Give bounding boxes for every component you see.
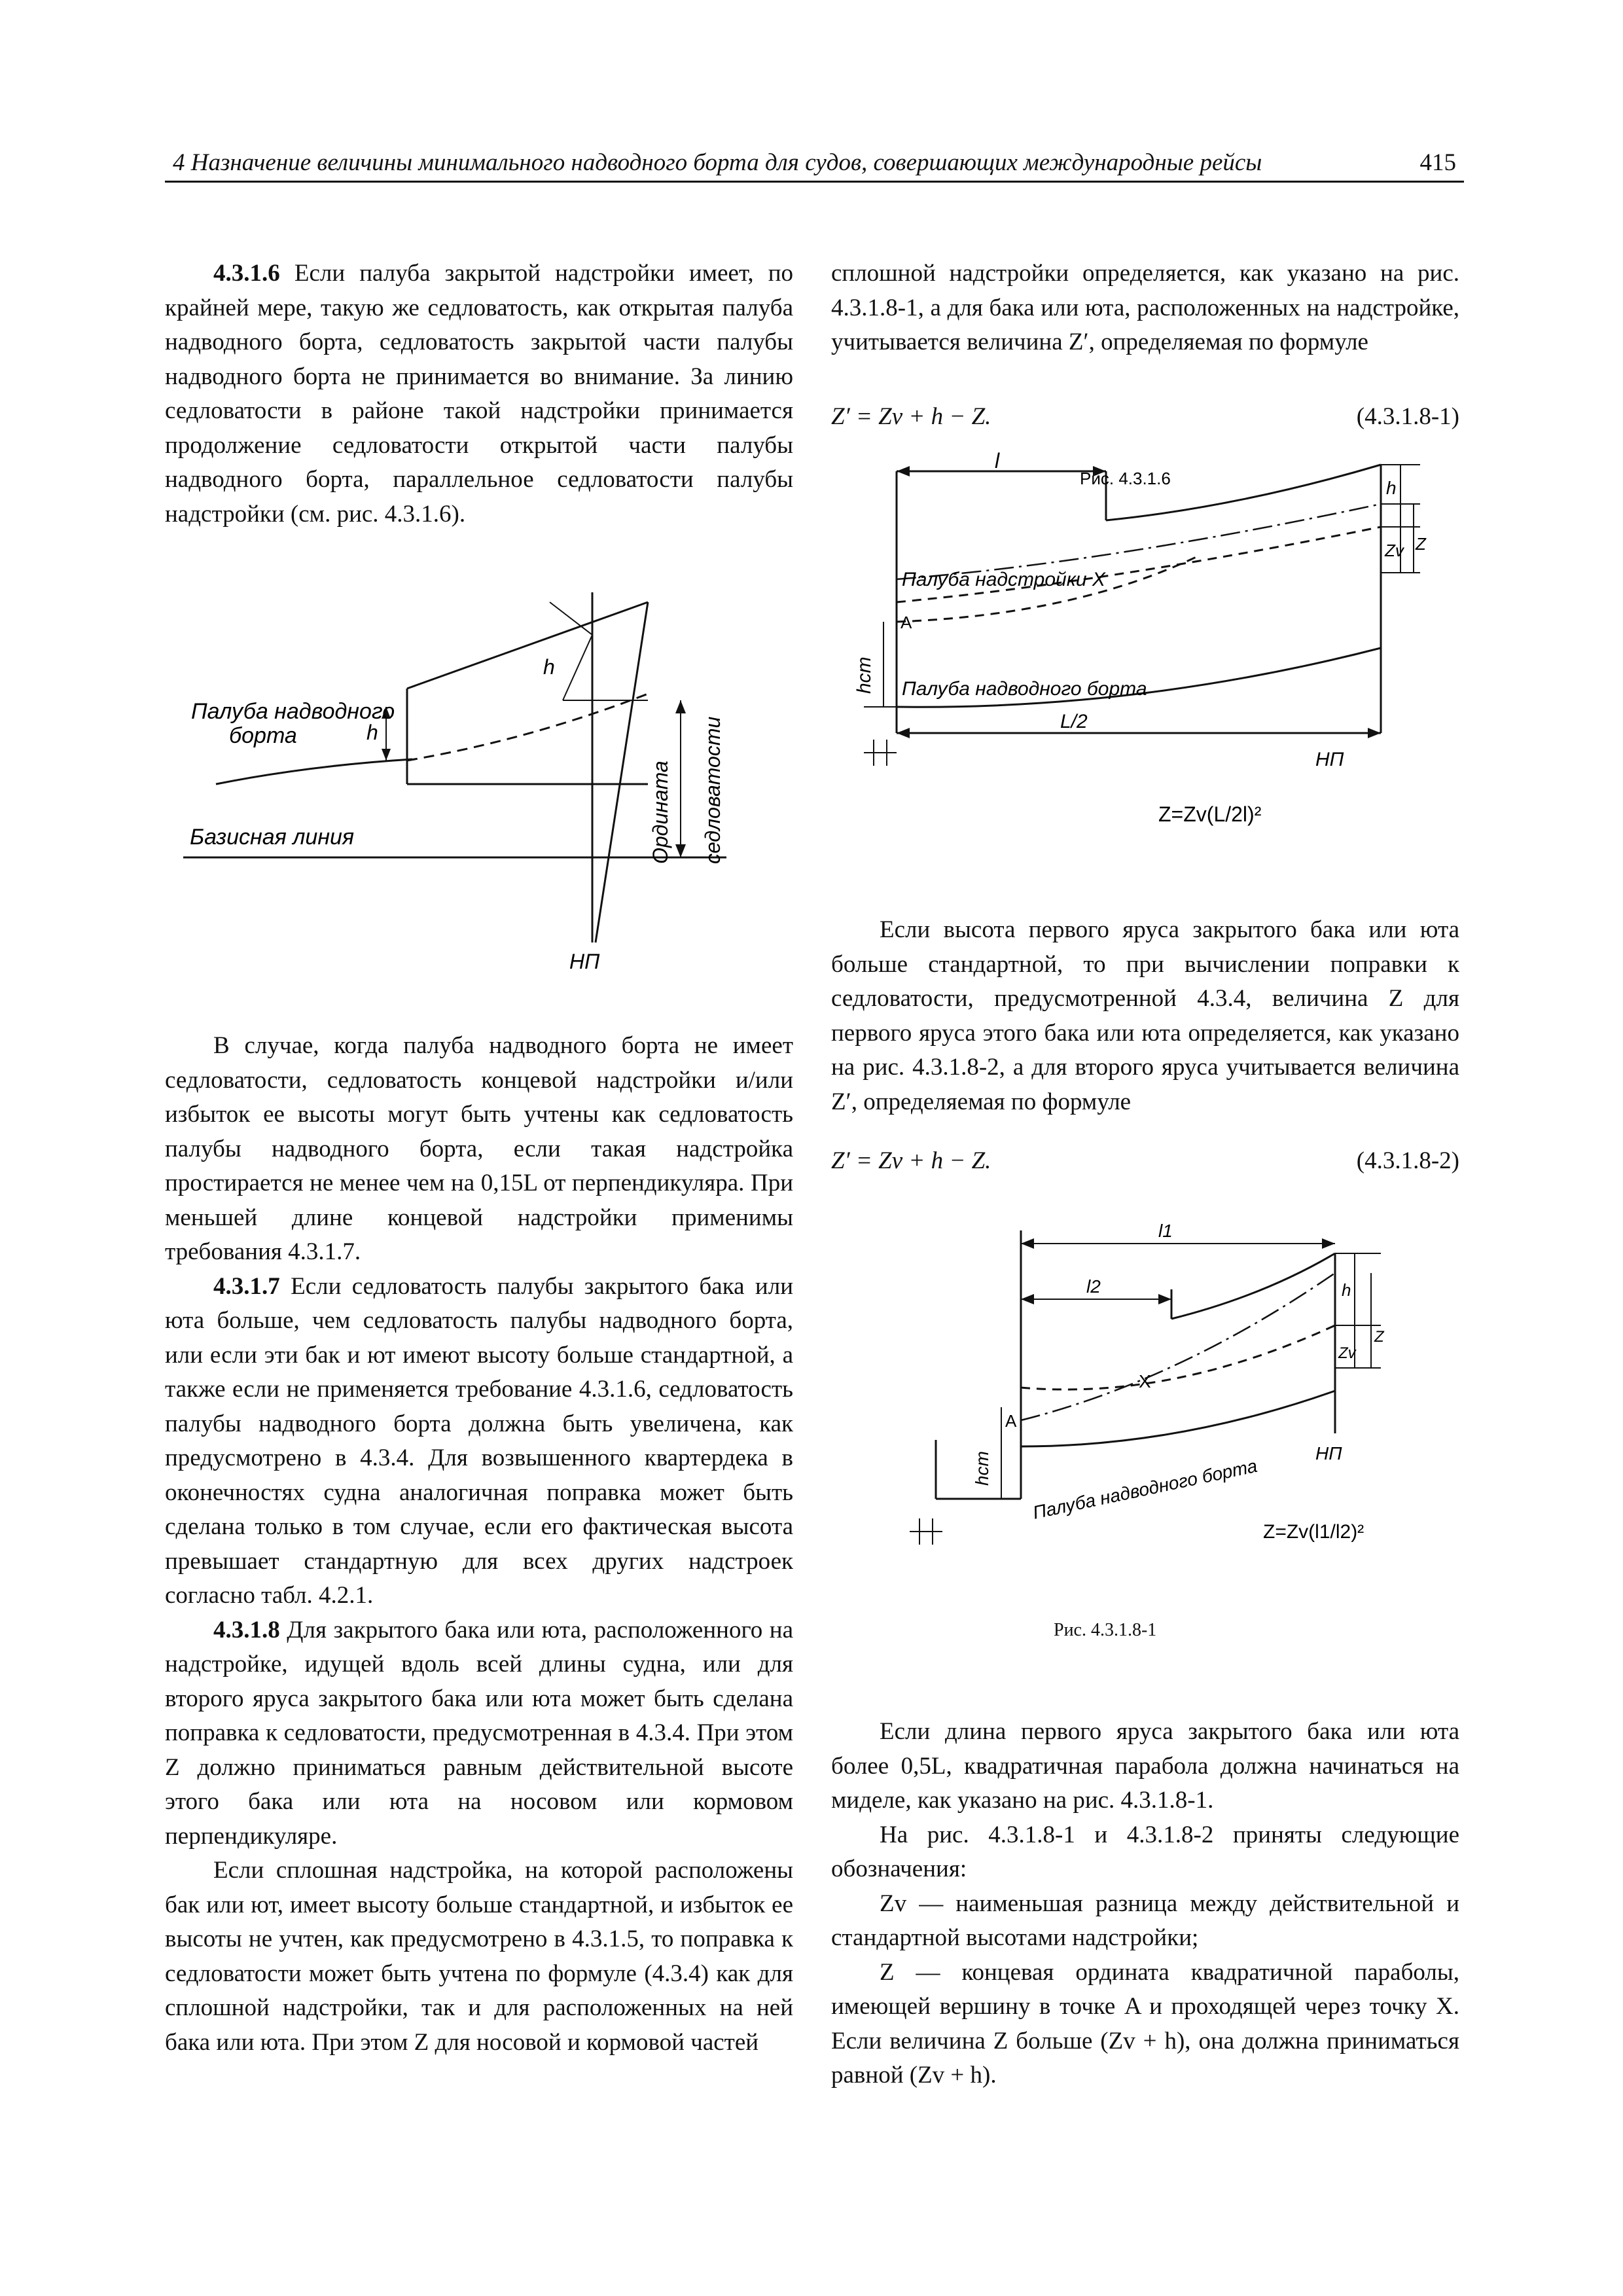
left-para-5: Если сплошная надстройка, на которой расположены бак или ют, имеет высоту больше стандартной, и избыток ее высоты не учтен, как предусмотрено в 4.3.1.5, то поправка к седловатости может быть учтена по формуле (4.3.4) как для сплошной надстройки, так и для расположенных на ней бака или юта. При этом Z для носовой и кормовой частей [165,1857,793,2056]
right-para-5: Zv — наименьшая разница между действительной и стандартной высотами надстройки; [831,1890,1459,1951]
fig2-label-A: A [901,613,912,632]
clause-number: 4.3.1.8 [213,1616,280,1643]
left-para-1 [165,257,793,531]
page-number: 415 [1419,149,1456,176]
fig2-label-hst: hст [853,656,875,694]
right-text-bottom [831,1715,1459,2093]
fig3-label-Zv: Zv [1338,1344,1356,1362]
left-para-2: В случае, когда палуба надводного борта не имеет седловатости, седловатость концевой надстройки и/или избыток ее высоты могут быть учтены как седловатость палубы надводного борта, если такая надстройка простирается не менее чем на 0,15L от перпендикуляра. При меньшей длине концевой надстройки применимы требования 4.3.1.7. [165,1032,793,1265]
fig3-label-np: НП [1315,1443,1342,1463]
clause-number: 4.3.1.6 [213,260,280,287]
right-para-2 [831,913,1459,1119]
header-title: 4 Назначение величины минимального надводного борта для судов, совершающих международные рейсы [173,149,1262,176]
right-para-1 [831,257,1459,360]
clause-text: Если седловатость палубы закрытого бака или юта больше, чем седловатость палубы надводного борта, или если эти бак и ют имеют высоту больше стандартной, а также если не применяется требование 4.3.1.6, седловатость палубы надводного борта должна быть увеличена, как предусмотрено в 4.3.4. Для возвышенного квартердека в оконечностях судна аналогичная поправка может быть сделана только в том случае, если его фактическая высота превышает стандартную для всех других надстроек согласно табл. 4.2.1. [165,1272,793,1609]
fig3-label-A: A [1005,1411,1017,1431]
formula-1-number: (4.3.1.8-1) [1356,403,1459,430]
formula-2 [831,1147,1459,1175]
fig2-label-deck: Палуба надводного борта [902,678,1147,700]
fig1-label-h1: h [366,721,378,744]
fig2-label-Zv: Zv [1385,541,1404,560]
clause-number: 4.3.1.7 [213,1272,280,1300]
fig3-label-h: h [1342,1280,1351,1300]
fig1-label-deck: Палуба надводного [191,699,395,724]
fig2-label-np: НП [1315,749,1344,770]
right-para-1-text: сплошной надстройки определяется, как указано на рис. 4.3.1.8-1, а для бака или юта, расположенных на надстройке, учитывается величина Z′, определяемая по формуле [831,260,1459,355]
fig3-label-deck: Палуба надводного борта [1031,1455,1259,1523]
fig1-label-base: Базисная линия [190,825,355,850]
fig1-label-np: НП [569,950,600,973]
clause-text: Для закрытого бака или юта, расположенного на надстройке, идущей вдоль всей длины судна, или для второго яруса закрытого бака или юта может быть сделана поправка к седловатости, предусмотренная в 4.3.4. При этом Z должно приниматься равным действительной высоте этого бака или юта на носовом или кормовом перпендикуляре. [165,1616,793,1850]
fig2-label-h: h [1386,478,1397,498]
formula-2-number: (4.3.1.8-2) [1356,1147,1459,1174]
fig2-label-super: Палуба надстройки X [902,569,1105,590]
formula-1-expr: Z′ = Zv + h − Z. [831,403,991,430]
fig2-label-Z: Z [1416,534,1426,554]
fig3-label-l2: l2 [1086,1276,1101,1297]
fig1-label-h2: h [543,655,555,679]
right-para-2-text: Если высота первого яруса закрытого бака или юта больше стандартной, то при вычислении поправки к седловатости, предусмотренной 4.3.4, величина Z для первого яруса этого бака или юта определяется, как указано на рис. 4.3.1.8-2, а для второго яруса учитывается величина Z′, определяемая по формуле [831,916,1459,1115]
left-text [165,1029,793,2060]
fig3-formula: Z=Zv(l1/l2)² [1263,1521,1364,1543]
fig2-label-L2: L/2 [1060,711,1088,732]
clause-text: Если палуба закрытой надстройки имеет, по крайней мере, такую же седловатость, как открытая палуба надводного борта, седловатость закрытой части палубы надводного борта не принимается во внимание. За линию седловатости в районе такой надстройки принимается продолжение седловатости открытой части палубы надводного борта, параллельное седловатости палубы надстройки (см. рис. 4.3.1.6). [165,260,793,528]
figure-4-3-1-8-a [844,452,1433,857]
fig2-label-l: l [995,452,1000,473]
fig2-formula: Z=Zv(L/2l)² [1158,802,1262,826]
fig1-label-ord1: Ордината [649,761,672,864]
fig2-label-ris: Рис. 4.3.1.6 [1080,469,1171,488]
right-para-6: Z — концевая ордината квадратичной параболы, имеющей вершину в точке A и проходящей через точку X. Если величина Z больше (Zv + h), она должна приниматься равной (Zv + h). [831,1958,1459,2089]
fig1-label-ord2: седловатости [701,716,724,864]
fig3-label-l1: l1 [1158,1221,1173,1241]
figure-4-3-1-8-1 [897,1211,1440,1577]
right-para-3: Если длина первого яруса закрытого бака или юта более 0,5L, квадратичная парабола должна начинаться на миделе, как указано на рис. 4.3.1.8-1. [831,1718,1459,1814]
right-para-4: На рис. 4.3.1.8-1 и 4.3.1.8-2 приняты следующие обозначения: [831,1821,1459,1882]
figure-4-3-1-6 [164,576,766,982]
fig3-label-Z: Z [1374,1328,1384,1346]
formula-1 [831,403,1459,431]
fig1-label-deck2: борта [229,723,297,748]
deck-line [216,759,412,784]
fig3-label-X: X [1139,1371,1151,1391]
fig3-label-hst: hст [972,1451,992,1486]
figure-caption: Рис. 4.3.1.8-1 [1054,1620,1157,1640]
running-header [165,148,1464,183]
formula-2-expr: Z′ = Zv + h − Z. [831,1147,991,1174]
